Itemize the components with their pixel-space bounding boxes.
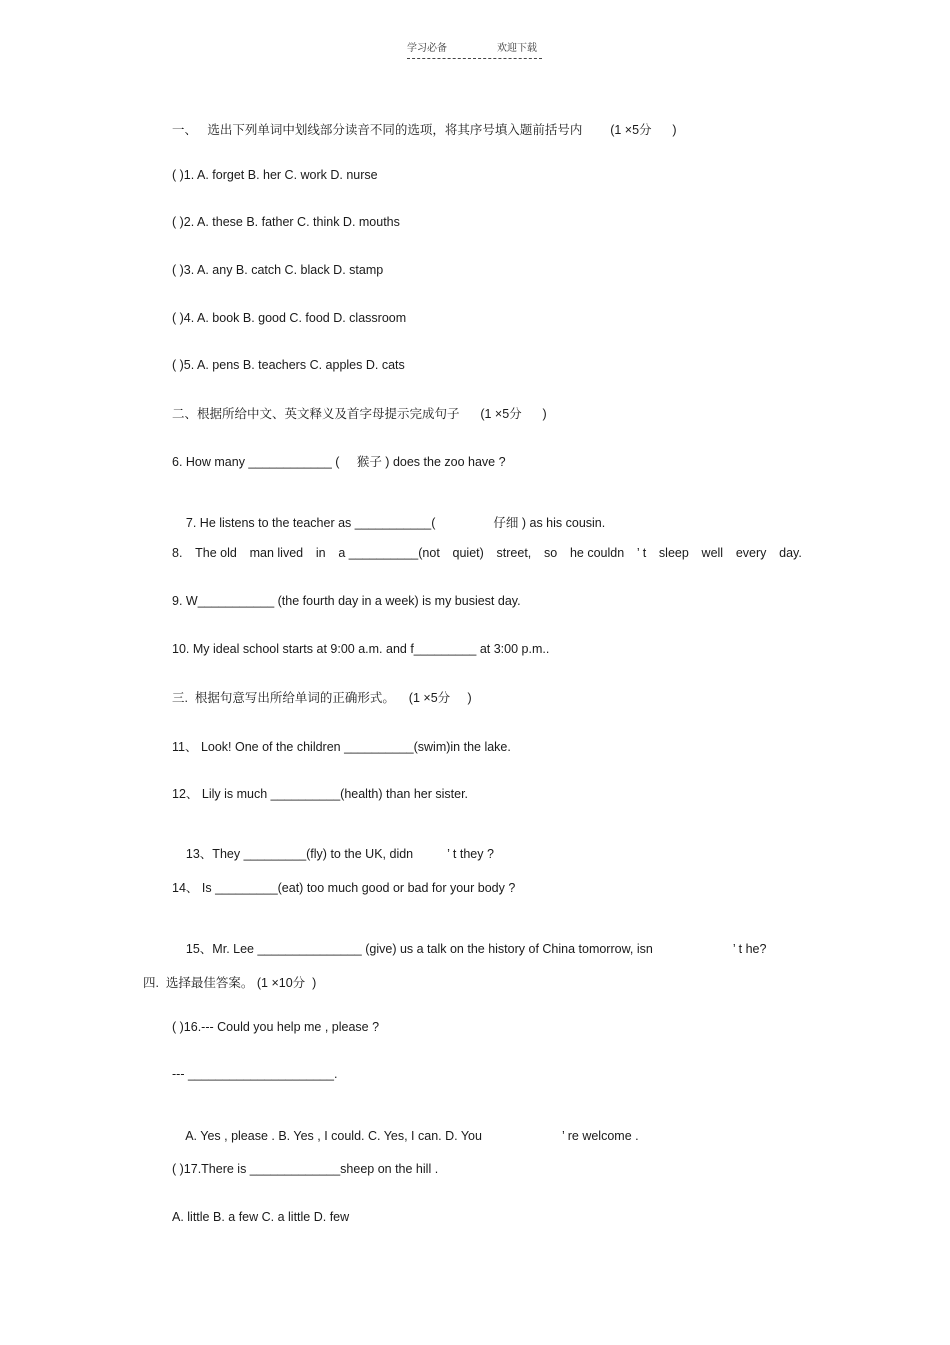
- question-13: [172, 830, 494, 876]
- question-7-part-a: 7. He listens to the teacher as ___________(: [185, 516, 436, 530]
- question-10: 10. My ideal school starts at 9:00 a.m. and f_________ at 3:00 p.m..: [172, 642, 550, 656]
- section-1-title: 一、 选出下列单词中划线部分读音不同的选项，将其序号填入题前括号内 (1 ×5分 ): [172, 123, 677, 137]
- q8-word: quiet): [452, 546, 484, 560]
- question-16-answer-blank: --- _____________________.: [172, 1067, 338, 1081]
- question-5: ( )5. A. pens B. teachers C. apples D. cats: [172, 358, 405, 372]
- page-header: [407, 39, 542, 59]
- q8-word: day.: [779, 546, 802, 560]
- section-4-title: 四. 选择最佳答案。 (1 ×10分 ): [143, 976, 317, 990]
- q8-word: sleep: [658, 546, 689, 560]
- q8-word: ’ t: [636, 546, 647, 560]
- question-11: 11、 Look! One of the children __________(swim)in the lake.: [172, 740, 511, 754]
- question-15-part-a: 15、Mr. Lee _______________ (give) us a talk on the history of China tomorrow, isn: [185, 942, 653, 956]
- q8-word: in: [315, 546, 326, 560]
- question-8: [172, 546, 802, 560]
- q8-word: 8.: [172, 546, 183, 560]
- q8-word: he couldn: [569, 546, 625, 560]
- q8-word: man lived: [249, 546, 304, 560]
- question-16-options-a: A. Yes , please . B. Yes , I could. C. Yes, I can. D. You: [185, 1129, 482, 1143]
- question-16-options: [172, 1115, 639, 1157]
- question-16-options-b: ’ re welcome .: [561, 1129, 639, 1143]
- header-left: 学习必备: [407, 43, 447, 54]
- question-4: ( )4. A. book B. good C. food D. classroom: [172, 311, 407, 325]
- q8-word: The old: [195, 546, 237, 560]
- question-17-options: A. little B. a few C. a little D. few: [172, 1210, 350, 1224]
- question-14: 14、 Is _________(eat) too much good or bad for your body ?: [172, 881, 516, 895]
- question-15: [172, 925, 766, 971]
- question-1: ( )1. A. forget B. her C. work D. nurse: [172, 168, 378, 182]
- question-7: [172, 499, 605, 545]
- q8-word: street,: [496, 546, 532, 560]
- question-2: ( )2. A. these B. father C. think D. mouths: [172, 215, 400, 229]
- question-6: 6. How many ____________ ( 猴子 ) does the zoo have ?: [172, 455, 506, 469]
- section-3-title: 三. 根据句意写出所给单词的正确形式。 (1 ×5分 ): [172, 691, 472, 705]
- header-right: 欢迎下载: [497, 43, 537, 54]
- question-12: 12、 Lily is much __________(health) than her sister.: [172, 787, 469, 801]
- question-17: ( )17.There is _____________sheep on the hill .: [172, 1162, 439, 1176]
- question-13-part-a: 13、They _________(fly) to the UK, didn: [185, 847, 414, 861]
- question-7-part-b: 仔细 ) as his cousin.: [493, 516, 606, 530]
- question-15-part-b: ’ t he?: [732, 942, 767, 956]
- question-9: 9. W___________ (the fourth day in a week) is my busiest day.: [172, 594, 521, 608]
- question-3: ( )3. A. any B. catch C. black D. stamp: [172, 263, 384, 277]
- section-2-title: 二、根据所给中文、英文释义及首字母提示完成句子 (1 ×5分 ): [172, 407, 547, 421]
- question-16: ( )16.--- Could you help me , please ?: [172, 1020, 380, 1034]
- q8-word: a __________(not: [338, 546, 440, 560]
- question-13-part-b: ’ t they ?: [447, 847, 494, 861]
- q8-word: well: [701, 546, 724, 560]
- q8-word: so: [544, 546, 558, 560]
- q8-word: every: [735, 546, 767, 560]
